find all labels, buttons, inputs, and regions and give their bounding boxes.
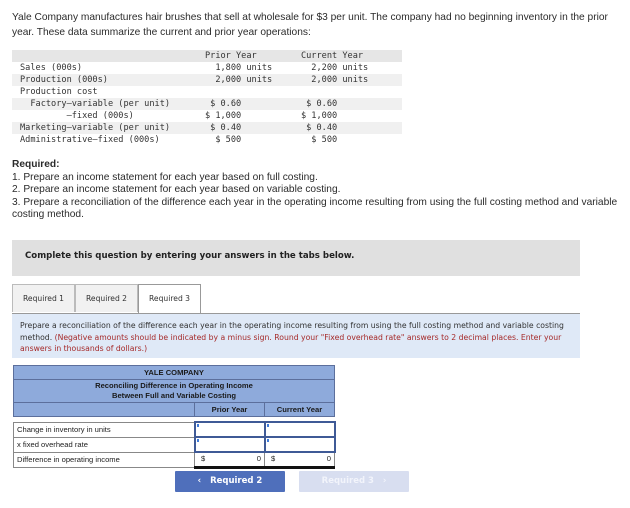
chevron-right-icon: ›: [382, 476, 387, 486]
table-row: [14, 422, 335, 437]
tab-required-2[interactable]: Required 2: [75, 284, 138, 312]
instructions-text: Prepare a reconciliation of the difference each year in the operating income resulting from using the full costing method and variable costing method.: [20, 321, 564, 342]
data-row: Production cost: [20, 87, 98, 97]
instructions-note: (Negative amounts should be indicated by a minus sign. Round your "Fixed overhead rate" answers to 2 decimal places. Enter your answers in thousands of dollars.): [20, 332, 562, 353]
required-item-2: 2. Prepare an income statement for each year based on variable costing.: [12, 184, 341, 195]
input-change-inventory-current[interactable]: [265, 422, 335, 437]
tab-instructions: [12, 314, 580, 358]
row-label-change-in-inventory: Change in inventory in units: [14, 422, 195, 437]
tab-required-1[interactable]: Required 1: [12, 284, 75, 312]
header-current-year: Current Year: [301, 50, 402, 62]
table-row-total: [14, 452, 335, 468]
operations-data-table: [12, 50, 402, 146]
input-fixed-overhead-rate-prior[interactable]: [195, 437, 265, 452]
total-prior-year: $ 0: [195, 452, 265, 468]
reconciliation-table: [13, 365, 336, 469]
statement-title: Reconciling Difference in Operating Income Between Full and Variable Costing: [14, 380, 335, 403]
chevron-left-icon: ‹: [197, 476, 202, 486]
row-label-difference: Difference in operating income: [14, 452, 195, 468]
total-current-year: $ 0: [265, 452, 335, 468]
tab-required-3[interactable]: Required 3: [138, 284, 201, 313]
col-header-current-year: Current Year: [265, 403, 335, 417]
instruction-banner: [12, 240, 580, 276]
required-item-3: 3. Prepare a reconciliation of the difference each year in the operating income resulting from using the full costing method and variable costing method.: [12, 196, 618, 220]
tab-bar: [12, 284, 580, 314]
row-label-fixed-overhead-rate: x fixed overhead rate: [14, 437, 195, 452]
required-section: [12, 159, 622, 222]
data-row: —fixed (000s) $ 1,000 $ 1,000: [20, 111, 338, 121]
data-row: Production (000s) 2,000 units 2,000 units: [12, 74, 402, 86]
next-required-3-button[interactable]: Required 3 ›: [299, 471, 409, 492]
col-header-prior-year: Prior Year: [195, 403, 265, 417]
company-name: YALE COMPANY: [14, 366, 335, 380]
data-row: Sales (000s) 1,800 units 2,200 units: [20, 63, 369, 73]
data-row: Factory—variable (per unit) $ 0.60 $ 0.60: [12, 98, 402, 110]
table-row: [14, 437, 335, 452]
data-table-header: [12, 50, 402, 62]
input-change-inventory-prior[interactable]: [195, 422, 265, 437]
data-row: Marketing—variable (per unit) $ 0.40 $ 0.40: [12, 122, 402, 134]
problem-intro: Yale Company manufactures hair brushes that sell at wholesale for $3 per unit. The company had no beginning inventory in the prior year. These data summarize the current and prior year operations:: [12, 12, 608, 38]
header-prior-year: Prior Year: [205, 50, 301, 62]
banner-text: Complete this question by entering your answers in the tabs below.: [25, 251, 355, 261]
required-item-1: 1. Prepare an income statement for each year based on full costing.: [12, 171, 318, 183]
data-row: Administrative—fixed (000s) $ 500 $ 500: [20, 135, 338, 145]
prev-required-2-button[interactable]: ‹ Required 2: [175, 471, 285, 492]
input-fixed-overhead-rate-current[interactable]: [265, 437, 335, 452]
required-title: Required:: [12, 159, 60, 170]
